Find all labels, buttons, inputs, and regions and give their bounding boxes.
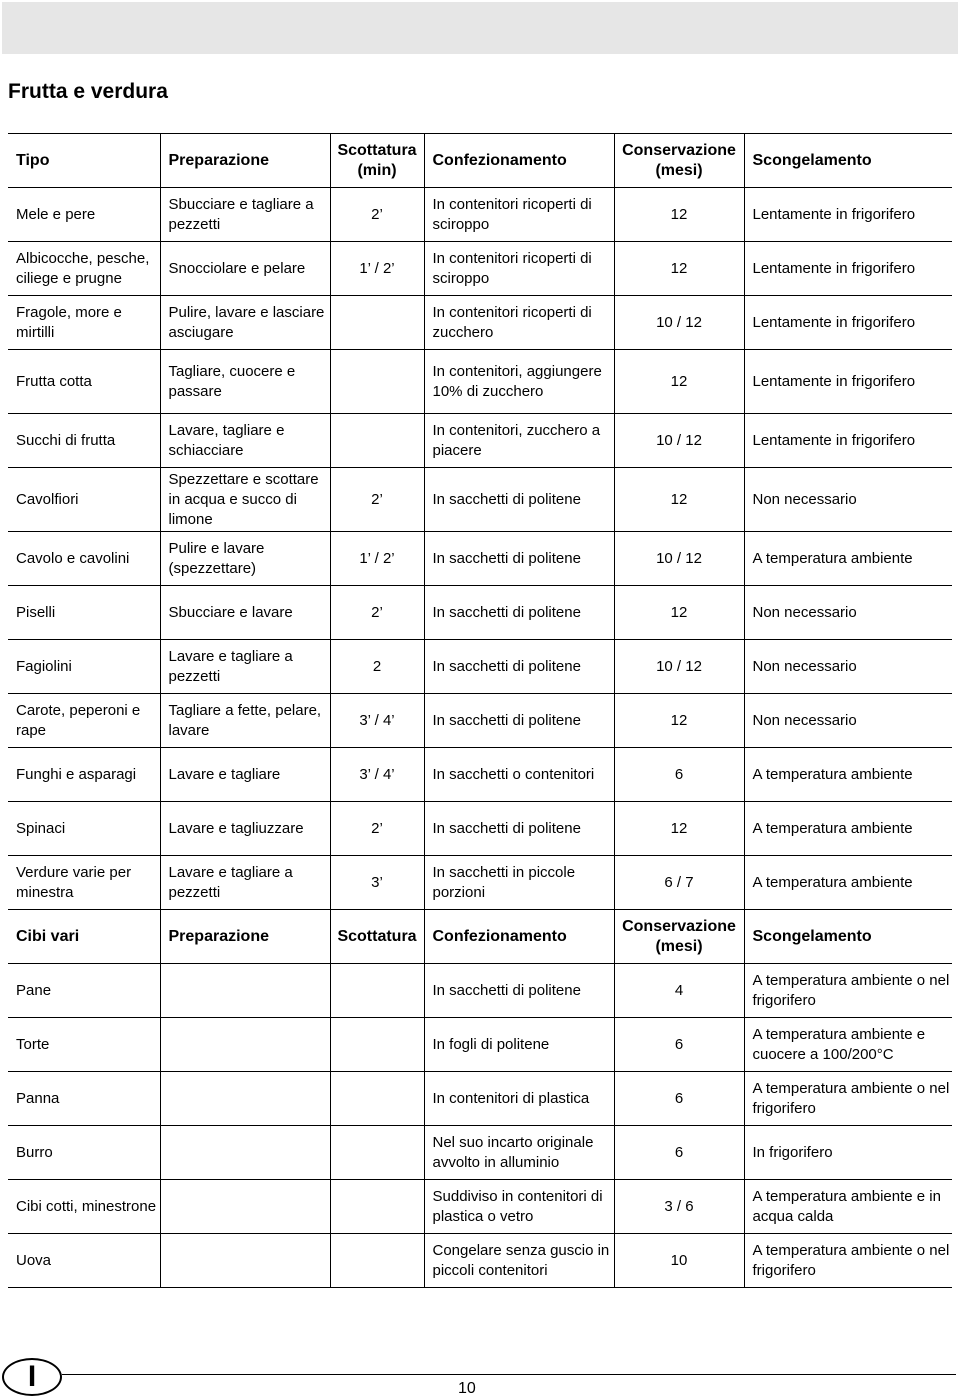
cell: Lavare e tagliuzzare bbox=[160, 802, 330, 856]
cell bbox=[330, 350, 424, 414]
cell: In contenitori, aggiungere 10% di zucchero bbox=[424, 350, 614, 414]
cell: In frigorifero bbox=[744, 1126, 952, 1180]
cell: Non necessario bbox=[744, 694, 952, 748]
table-row bbox=[8, 1072, 952, 1126]
cell: In sacchetti di politene bbox=[424, 586, 614, 640]
cell: Lentamente in frigorifero bbox=[744, 296, 952, 350]
cell: In sacchetti di politene bbox=[424, 468, 614, 532]
cell: Lavare e tagliare bbox=[160, 748, 330, 802]
cell: Lentamente in frigorifero bbox=[744, 414, 952, 468]
cell: A temperatura ambiente bbox=[744, 856, 952, 910]
table-row bbox=[8, 350, 952, 414]
cell: Spezzettare e scottare in acqua e succo di limone bbox=[160, 468, 330, 532]
table-row bbox=[8, 1018, 952, 1072]
cell: In sacchetti di politene bbox=[424, 802, 614, 856]
table-row bbox=[8, 1126, 952, 1180]
cell: Sbucciare e lavare bbox=[160, 586, 330, 640]
page-number: 10 bbox=[458, 1380, 476, 1397]
cell: Frutta cotta bbox=[8, 350, 160, 414]
table-row bbox=[8, 856, 952, 910]
cell bbox=[330, 1180, 424, 1234]
cell bbox=[330, 296, 424, 350]
cell bbox=[160, 1126, 330, 1180]
cell: Nel suo incarto originale avvolto in alluminio bbox=[424, 1126, 614, 1180]
cell: In contenitori di plastica bbox=[424, 1072, 614, 1126]
cell: Lentamente in frigorifero bbox=[744, 350, 952, 414]
table-row bbox=[8, 188, 952, 242]
cell: A temperatura ambiente o nel frigorifero bbox=[744, 1072, 952, 1126]
cell: 2’ bbox=[330, 802, 424, 856]
page-title: Frutta e verdura bbox=[8, 80, 168, 103]
cell: Mele e pere bbox=[8, 188, 160, 242]
cell: Uova bbox=[8, 1234, 160, 1288]
cell: 12 bbox=[614, 802, 744, 856]
cell: Torte bbox=[8, 1018, 160, 1072]
cell: 3 / 6 bbox=[614, 1180, 744, 1234]
cell: Tagliare a fette, pelare, lavare bbox=[160, 694, 330, 748]
cell: A temperatura ambiente o nel frigorifero bbox=[744, 964, 952, 1018]
table-row bbox=[8, 694, 952, 748]
cell: Albicocche, pesche, ciliege e prugne bbox=[8, 242, 160, 296]
cell: Scongelamento bbox=[744, 134, 952, 188]
cell: Snocciolare e pelare bbox=[160, 242, 330, 296]
cell: 2 bbox=[330, 640, 424, 694]
table-row bbox=[8, 414, 952, 468]
cell: 10 / 12 bbox=[614, 296, 744, 350]
cell: Tipo bbox=[8, 134, 160, 188]
cell: Succhi di frutta bbox=[8, 414, 160, 468]
cell: Cavolfiori bbox=[8, 468, 160, 532]
cell: Piselli bbox=[8, 586, 160, 640]
cell: 2’ bbox=[330, 188, 424, 242]
header-band bbox=[2, 2, 958, 54]
cell: 2’ bbox=[330, 468, 424, 532]
cell bbox=[330, 964, 424, 1018]
cell: Cibi vari bbox=[8, 910, 160, 964]
cell bbox=[160, 1180, 330, 1234]
table-row bbox=[8, 802, 952, 856]
cell: Burro bbox=[8, 1126, 160, 1180]
table-row bbox=[8, 586, 952, 640]
cell: In contenitori ricoperti di sciroppo bbox=[424, 188, 614, 242]
cell: In contenitori ricoperti di zucchero bbox=[424, 296, 614, 350]
cell: 3’ bbox=[330, 856, 424, 910]
cell: 4 bbox=[614, 964, 744, 1018]
cell: A temperatura ambiente bbox=[744, 748, 952, 802]
cell: Carote, peperoni e rape bbox=[8, 694, 160, 748]
cell: Confezionamento bbox=[424, 910, 614, 964]
cell: Scottatura bbox=[330, 910, 424, 964]
cell: Cibi cotti, minestrone bbox=[8, 1180, 160, 1234]
cell bbox=[330, 1126, 424, 1180]
cell: 12 bbox=[614, 586, 744, 640]
cell: Lentamente in frigorifero bbox=[744, 188, 952, 242]
table-row bbox=[8, 640, 952, 694]
cell: Pulire, lavare e lasciare asciugare bbox=[160, 296, 330, 350]
cell: Non necessario bbox=[744, 586, 952, 640]
cell: Congelare senza guscio in piccoli contenitori bbox=[424, 1234, 614, 1288]
cell: A temperatura ambiente o nel frigorifero bbox=[744, 1234, 952, 1288]
cell: Pulire e lavare (spezzettare) bbox=[160, 532, 330, 586]
cell: Funghi e asparagi bbox=[8, 748, 160, 802]
cell: Lentamente in frigorifero bbox=[744, 242, 952, 296]
cell: Pane bbox=[8, 964, 160, 1018]
cell: Confezionamento bbox=[424, 134, 614, 188]
cell: In sacchetti di politene bbox=[424, 532, 614, 586]
cell: 12 bbox=[614, 188, 744, 242]
table-row bbox=[8, 296, 952, 350]
table-row bbox=[8, 532, 952, 586]
cell: Panna bbox=[8, 1072, 160, 1126]
cell: 10 / 12 bbox=[614, 414, 744, 468]
table-row bbox=[8, 1180, 952, 1234]
language-badge: I bbox=[2, 1358, 62, 1396]
cell: Non necessario bbox=[744, 640, 952, 694]
cell bbox=[160, 1018, 330, 1072]
table-row bbox=[8, 468, 952, 532]
cell: Lavare e tagliare a pezzetti bbox=[160, 640, 330, 694]
cell: 6 bbox=[614, 1018, 744, 1072]
cell: A temperatura ambiente e in acqua calda bbox=[744, 1180, 952, 1234]
cell: 3’ / 4’ bbox=[330, 748, 424, 802]
cell: In sacchetti o contenitori bbox=[424, 748, 614, 802]
cell: A temperatura ambiente e cuocere a 100/200°C bbox=[744, 1018, 952, 1072]
cell: 10 / 12 bbox=[614, 532, 744, 586]
table-row bbox=[8, 242, 952, 296]
cell: Lavare e tagliare a pezzetti bbox=[160, 856, 330, 910]
cell: 6 bbox=[614, 1126, 744, 1180]
cell bbox=[160, 1072, 330, 1126]
cell: 1’ / 2’ bbox=[330, 532, 424, 586]
cell: Suddiviso in contenitori di plastica o vetro bbox=[424, 1180, 614, 1234]
cell bbox=[330, 1018, 424, 1072]
cell: Cavolo e cavolini bbox=[8, 532, 160, 586]
cell: 2’ bbox=[330, 586, 424, 640]
cell: 12 bbox=[614, 242, 744, 296]
table-header-row bbox=[8, 910, 952, 964]
cell: In sacchetti di politene bbox=[424, 694, 614, 748]
cell: In contenitori ricoperti di sciroppo bbox=[424, 242, 614, 296]
cell: Lavare, tagliare e schiacciare bbox=[160, 414, 330, 468]
cell bbox=[330, 1234, 424, 1288]
cell bbox=[330, 414, 424, 468]
cell bbox=[160, 1234, 330, 1288]
cell: Conservazione (mesi) bbox=[614, 134, 744, 188]
freezing-table bbox=[8, 133, 952, 1288]
cell: Fagiolini bbox=[8, 640, 160, 694]
cell: Fragole, more e mirtilli bbox=[8, 296, 160, 350]
cell: A temperatura ambiente bbox=[744, 802, 952, 856]
cell: In contenitori, zucchero a piacere bbox=[424, 414, 614, 468]
cell: 1’ / 2’ bbox=[330, 242, 424, 296]
cell: Sbucciare e tagliare a pezzetti bbox=[160, 188, 330, 242]
cell: Tagliare, cuocere e passare bbox=[160, 350, 330, 414]
cell: A temperatura ambiente bbox=[744, 532, 952, 586]
cell: 12 bbox=[614, 694, 744, 748]
cell bbox=[330, 1072, 424, 1126]
cell: Scottatura (min) bbox=[330, 134, 424, 188]
cell: 12 bbox=[614, 468, 744, 532]
cell: In sacchetti di politene bbox=[424, 964, 614, 1018]
footer-rule bbox=[62, 1374, 956, 1375]
cell: Spinaci bbox=[8, 802, 160, 856]
cell: In sacchetti di politene bbox=[424, 640, 614, 694]
cell: In sacchetti in piccole porzioni bbox=[424, 856, 614, 910]
cell: Preparazione bbox=[160, 134, 330, 188]
cell: Preparazione bbox=[160, 910, 330, 964]
cell: Non necessario bbox=[744, 468, 952, 532]
cell: 10 bbox=[614, 1234, 744, 1288]
cell: In fogli di politene bbox=[424, 1018, 614, 1072]
cell: Verdure varie per minestra bbox=[8, 856, 160, 910]
cell: 3’ / 4’ bbox=[330, 694, 424, 748]
table-row bbox=[8, 1234, 952, 1288]
cell: 6 bbox=[614, 748, 744, 802]
table-header-row bbox=[8, 134, 952, 188]
cell: 6 bbox=[614, 1072, 744, 1126]
cell: 12 bbox=[614, 350, 744, 414]
cell: Scongelamento bbox=[744, 910, 952, 964]
cell bbox=[160, 964, 330, 1018]
cell: 10 / 12 bbox=[614, 640, 744, 694]
table-row bbox=[8, 748, 952, 802]
cell: Conservazione (mesi) bbox=[614, 910, 744, 964]
cell: 6 / 7 bbox=[614, 856, 744, 910]
table-row bbox=[8, 964, 952, 1018]
